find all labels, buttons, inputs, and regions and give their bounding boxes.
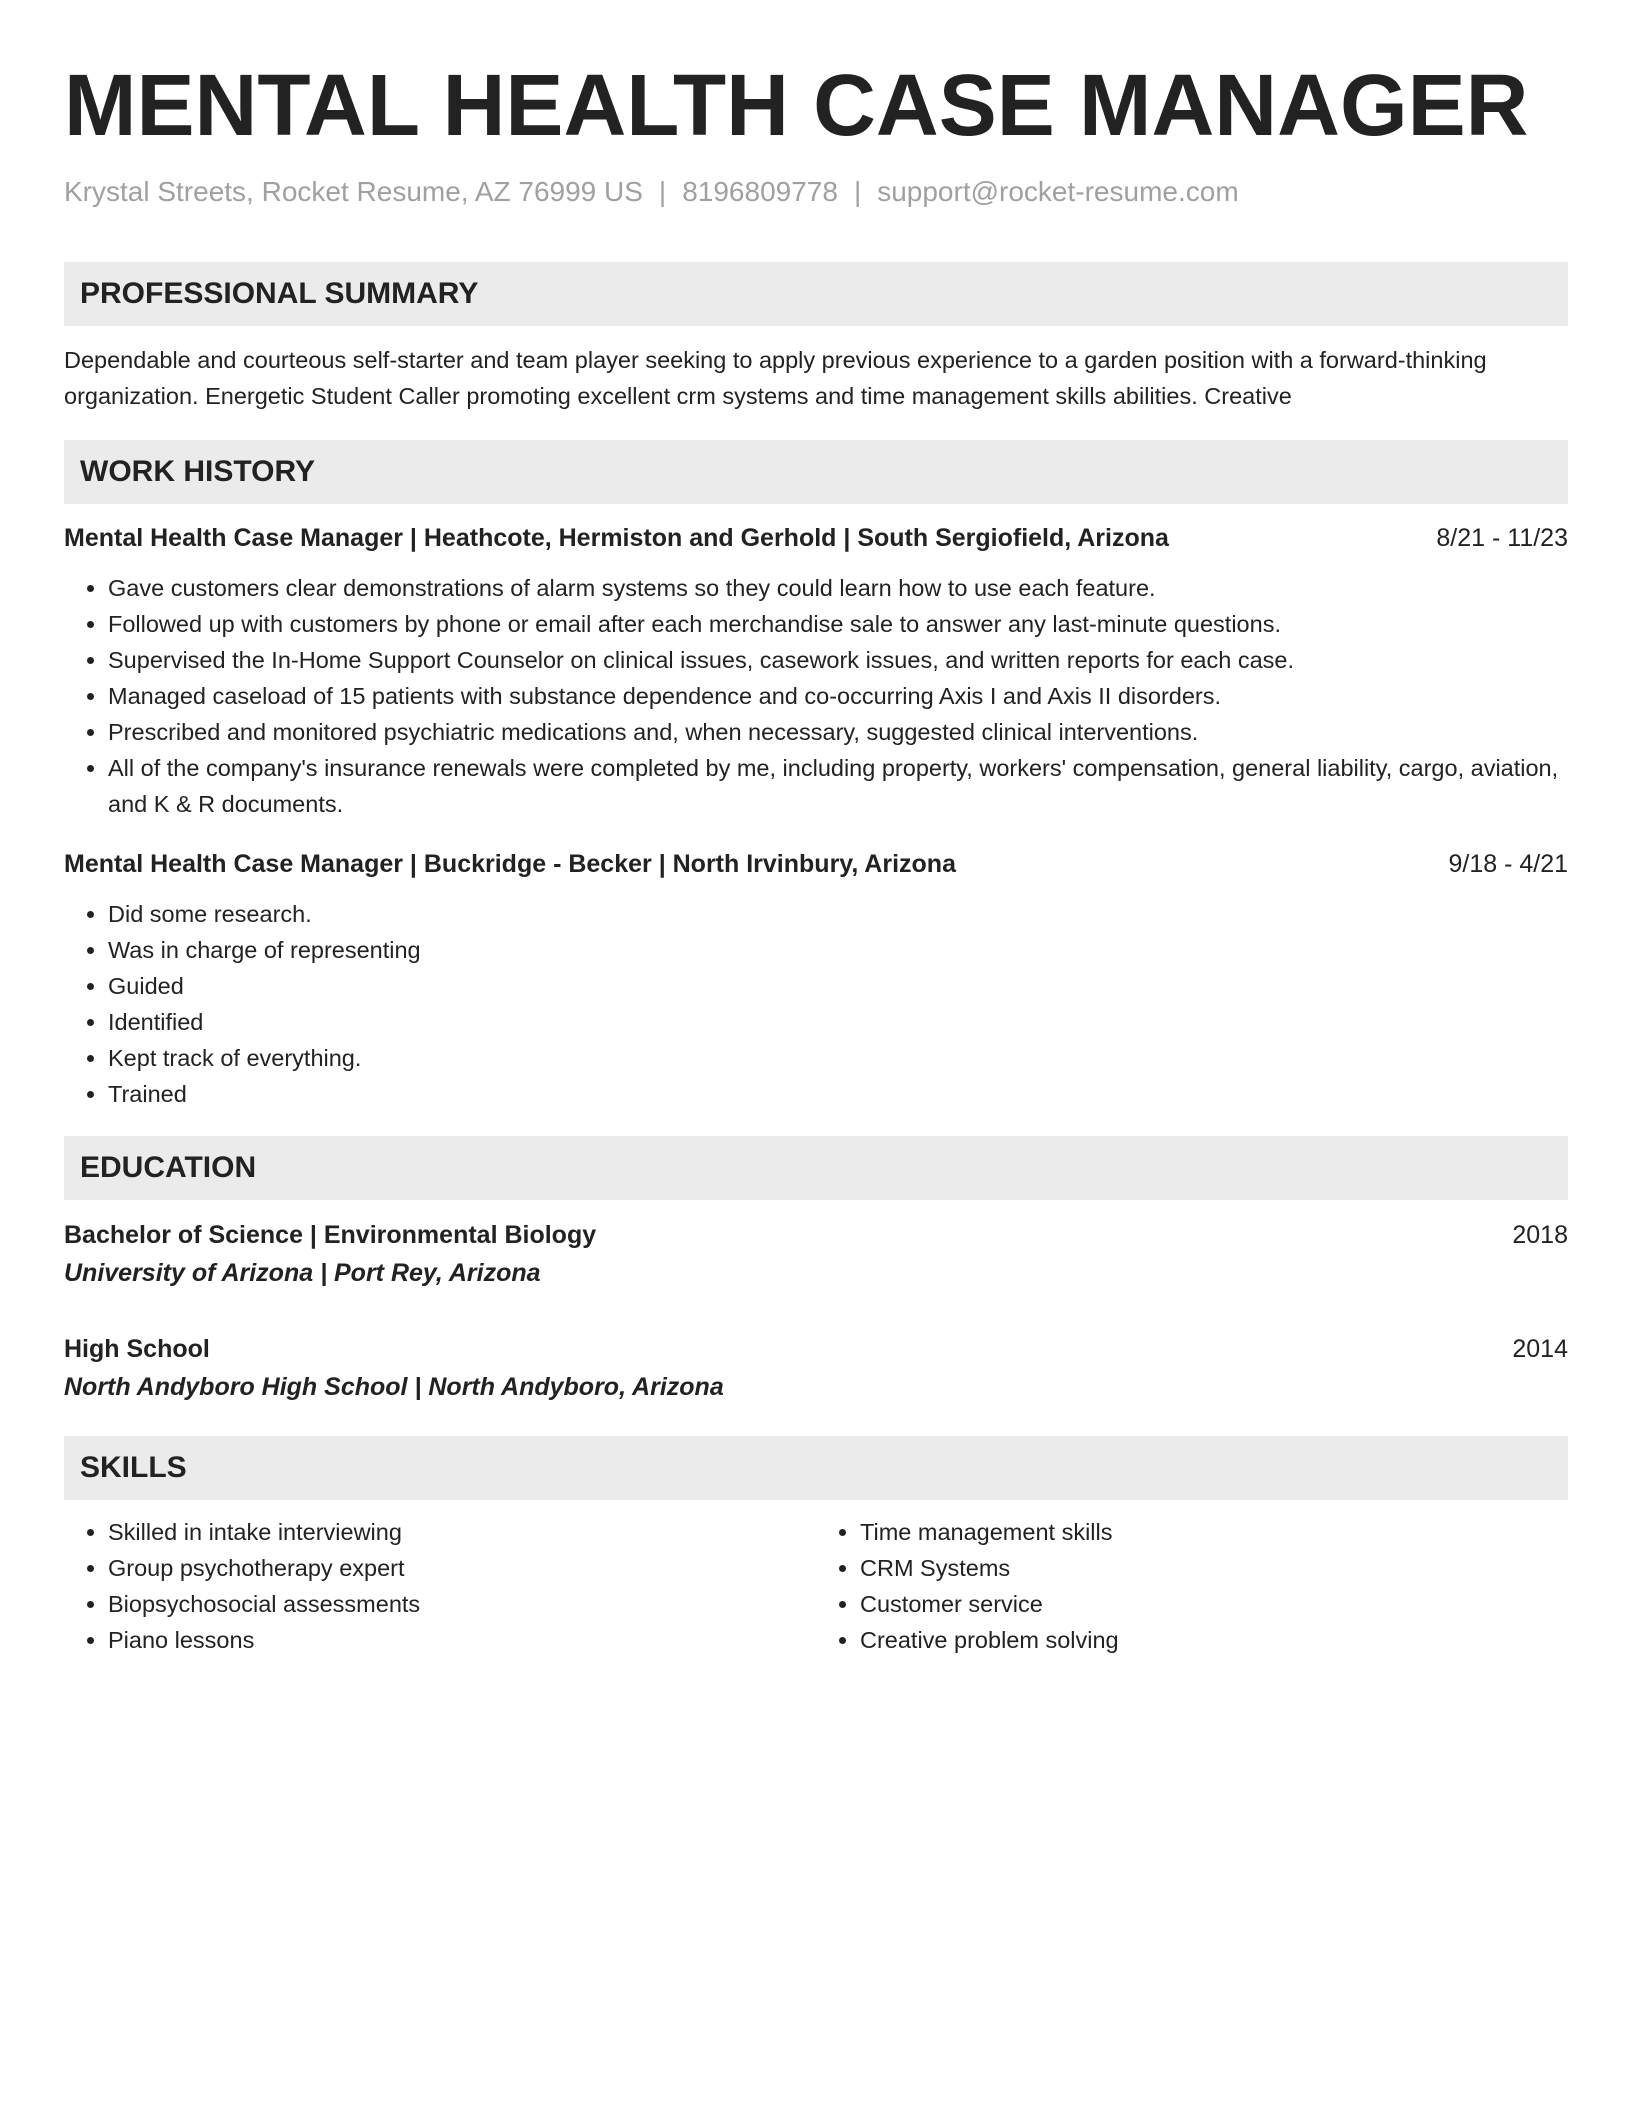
education-degree: Bachelor of Science | Environmental Biology: [64, 1221, 597, 1249]
job-bullet: • Kept track of everything.: [108, 1040, 1568, 1076]
job-bullet: • Managed caseload of 15 patients with substance dependence and co-occurring Axis I and Axis II disorders.: [108, 678, 1568, 714]
job-entry: [64, 520, 1568, 822]
section-title: SKILLS: [80, 1451, 187, 1484]
job-title: Mental Health Case Manager | Buckridge - Becker | North Irvinbury, Arizona: [64, 850, 956, 878]
education-row: [64, 1330, 1568, 1368]
job-dates: 9/18 - 4/21: [1448, 850, 1568, 878]
job-bullets: [64, 896, 1568, 1112]
job-bullet: • Prescribed and monitored psychiatric medications and, when necessary, suggested clinical interventions.: [108, 714, 1568, 750]
section-header-skills: [64, 1436, 1568, 1500]
job-header: [64, 846, 1568, 882]
contact-address: Krystal Streets, Rocket Resume, AZ 76999 US: [64, 176, 643, 207]
contact-line: [64, 174, 1568, 210]
job-dates: 8/21 - 11/23: [1436, 524, 1568, 552]
education-school: North Andyboro High School | North Andyboro, Arizona: [64, 1373, 724, 1401]
skill-item: • Creative problem solving: [860, 1622, 1568, 1658]
contact-email: support@rocket-resume.com: [877, 176, 1239, 207]
skills-list-right: [816, 1514, 1568, 1658]
education-year: 2014: [1512, 1335, 1568, 1363]
education-school: University of Arizona | Port Rey, Arizona: [64, 1259, 541, 1287]
education-row: [64, 1216, 1568, 1254]
education-entry: [64, 1330, 1568, 1406]
section-header-work: [64, 440, 1568, 504]
skills-list-left: [64, 1514, 816, 1658]
job-bullet: • Guided: [108, 968, 1568, 1004]
skill-item: • CRM Systems: [860, 1550, 1568, 1586]
skill-item: • Biopsychosocial assessments: [108, 1586, 816, 1622]
job-header: [64, 520, 1568, 556]
contact-phone: 8196809778: [682, 176, 838, 207]
job-bullet: • Was in charge of representing: [108, 932, 1568, 968]
job-bullet: • Trained: [108, 1076, 1568, 1112]
skill-item: • Customer service: [860, 1586, 1568, 1622]
skill-item: • Piano lessons: [108, 1622, 816, 1658]
section-header-summary: [64, 262, 1568, 326]
skill-item: • Skilled in intake interviewing: [108, 1514, 816, 1550]
job-bullet: • Gave customers clear demonstrations of alarm systems so they could learn how to use each feature.: [108, 570, 1568, 606]
job-bullets: [64, 570, 1568, 822]
job-bullet: • Identified: [108, 1004, 1568, 1040]
education-degree: High School: [64, 1335, 210, 1363]
section-title: EDUCATION: [80, 1151, 257, 1184]
education-year: 2018: [1512, 1221, 1568, 1249]
job-title: Mental Health Case Manager | Heathcote, Hermiston and Gerhold | South Sergiofield, Arizona: [64, 524, 1169, 552]
contact-separator: |: [658, 176, 667, 207]
section-header-education: [64, 1136, 1568, 1200]
job-bullet: • Followed up with customers by phone or email after each merchandise sale to answer any last-minute questions.: [108, 606, 1568, 642]
section-title: WORK HISTORY: [80, 455, 316, 488]
education-entry: [64, 1216, 1568, 1292]
job-bullet: • All of the company's insurance renewals were completed by me, including property, workers' compensation, general liability, cargo, aviation, and K & R documents.: [108, 750, 1568, 822]
skills-grid: [64, 1514, 1568, 1658]
candidate-title: MENTAL HEALTH CASE MANAGER: [64, 57, 1529, 154]
job-bullet: • Did some research.: [108, 896, 1568, 932]
skill-item: • Time management skills: [860, 1514, 1568, 1550]
contact-separator: |: [853, 176, 862, 207]
summary-text: Dependable and courteous self-starter and team player seeking to apply previous experience to a garden position with a forward-thinking organization. Energetic Student Caller promoting excellent crm systems and time management skills abilities. Creative: [64, 347, 1487, 409]
section-title: PROFESSIONAL SUMMARY: [80, 277, 479, 310]
skill-item: • Group psychotherapy expert: [108, 1550, 816, 1586]
job-bullet: • Supervised the In-Home Support Counselor on clinical issues, casework issues, and written reports for each case.: [108, 642, 1568, 678]
job-entry: [64, 846, 1568, 1112]
